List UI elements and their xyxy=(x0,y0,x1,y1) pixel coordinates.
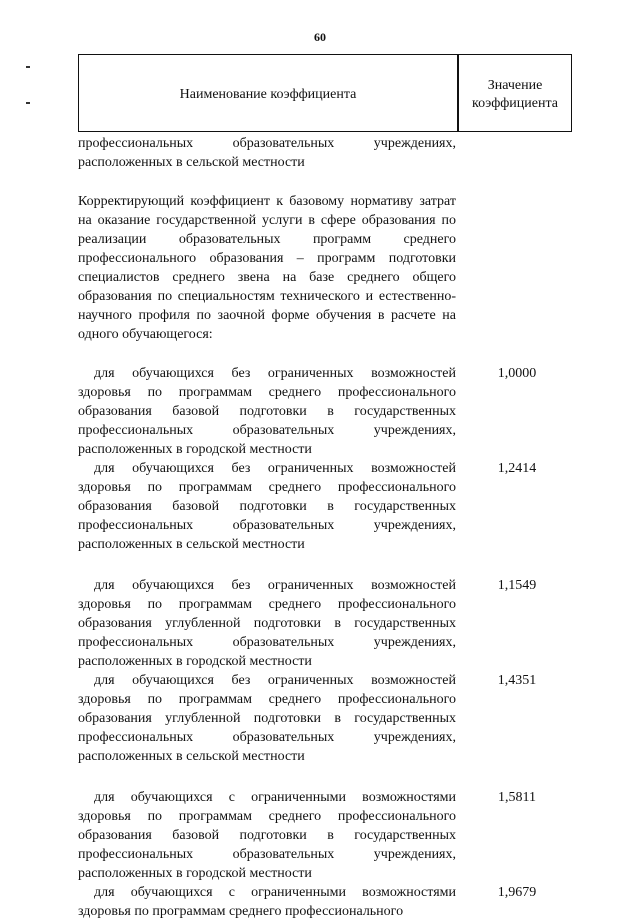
coefficient-name: для обучающихся с ограниченными возможностями здоровья по программам среднего профессионального xyxy=(78,885,456,919)
coefficient-name: для обучающихся без ограниченных возможностей здоровья по программам среднего профессионального образования базовой подготовки в государственных профессиональных образовательных учреждениях, расположенных в городской местности xyxy=(78,366,456,457)
coefficient-value: 1,5811 xyxy=(498,790,536,805)
coefficient-value: 1,4351 xyxy=(497,673,537,688)
table-row xyxy=(78,883,572,921)
coefficient-name: профессиональных образовательных учреждениях, расположенных в сельской местности xyxy=(78,136,456,170)
coefficient-name: для обучающихся с ограниченными возможностями здоровья по программам среднего профессионального образования базовой подготовки в государственных профессиональных образовательных учреждениях, расположенных в городской местности xyxy=(78,790,456,881)
column-header-value-line2: коэффициента xyxy=(472,96,558,111)
coefficient-name: для обучающихся без ограниченных возможностей здоровья по программам среднего профессионального образования углубленной подготовки в государственных профессиональных образовательных учреждениях, расположенных в сельской местности xyxy=(78,673,456,764)
column-header-value xyxy=(459,55,571,131)
table-row xyxy=(78,788,572,883)
coefficient-value xyxy=(456,192,572,344)
scan-mark xyxy=(26,66,30,68)
coefficient-value xyxy=(456,134,572,172)
coefficient-value: 1,9679 xyxy=(497,885,537,900)
table-row xyxy=(78,364,572,459)
coefficient-name: Корректирующий коэффициент к базовому нормативу затрат на оказание государственной услуги в сфере образования по реализации образовательных программ среднего профессионального образования – программ подготовки специалистов среднего звена на базе среднего общего образования по специальностям технического и естественно-научного профиля по заочной форме обучения в расчете на одного обучающегося: xyxy=(78,194,456,342)
coefficient-value: 1,2414 xyxy=(497,461,537,476)
coefficient-value: 1,0000 xyxy=(497,366,537,381)
coefficient-name: для обучающихся без ограниченных возможностей здоровья по программам среднего профессионального образования базовой подготовки в государственных профессиональных образовательных учреждениях, расположенных в сельской местности xyxy=(78,461,456,552)
table-row xyxy=(78,134,572,172)
table-row xyxy=(78,576,572,671)
table-body xyxy=(78,134,572,921)
coefficient-value: 1,1549 xyxy=(497,578,537,593)
column-header-name: Наименование коэффициента xyxy=(179,87,357,102)
coefficient-name: для обучающихся без ограниченных возможностей здоровья по программам среднего профессионального образования углубленной подготовки в государственных профессиональных образовательных учреждениях, расположенных в городской местности xyxy=(78,578,456,669)
table-header xyxy=(78,54,572,132)
table-row xyxy=(78,459,572,554)
scan-mark xyxy=(26,102,30,104)
table-row xyxy=(78,192,572,344)
table-row xyxy=(78,671,572,766)
page-number: 60 xyxy=(314,30,326,44)
column-header-value-line1: Значение xyxy=(487,78,543,93)
